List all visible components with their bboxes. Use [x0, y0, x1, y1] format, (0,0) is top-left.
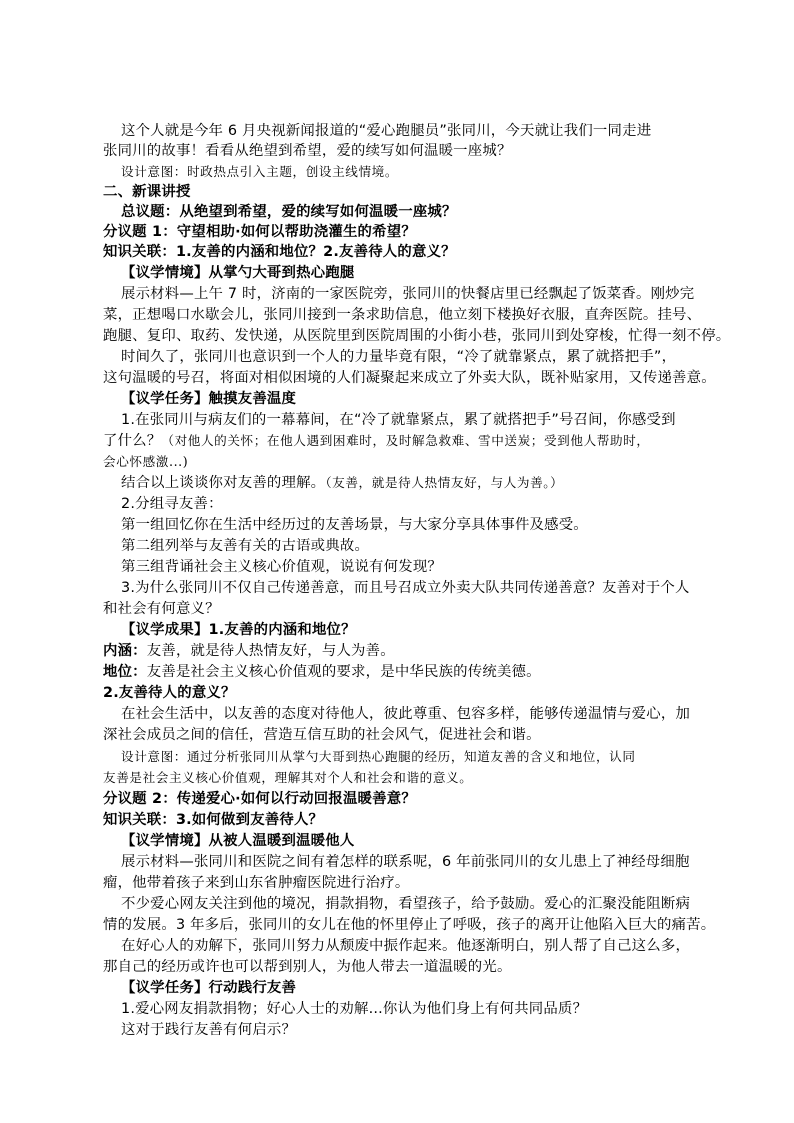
text-line: 二、新课讲授	[103, 184, 191, 200]
text-line	[103, 641, 703, 661]
text-line: 不少爱心网友关注到他的境况，捐款捐物，看望孩子，给予鼓励。爱心的汇聚没能阻断病	[121, 896, 691, 912]
text-line: 会心怀感激...)	[103, 454, 189, 469]
text-line: 【议学任务】行动践行友善	[121, 980, 297, 996]
text-line: 这对于践行友善有何启示？	[121, 1022, 297, 1038]
text-line: 【议学情境】从被人温暖到温暖他人	[121, 833, 355, 849]
text-line: 了什么？（对他人的关怀；在他人遇到困难时，及时解急救难、雪中送炭；受到他人帮助时，	[103, 433, 650, 449]
text-line: 情的发展。3 年多后，张同川的女儿在他的怀里停止了呼吸，孩子的离开让他陷入巨大的痛苦。	[103, 917, 716, 933]
text-line: 和社会有何意义？	[103, 601, 220, 617]
text-line: 知识关联：3.如何做到友善待人？	[103, 812, 324, 828]
text-line: 1.在张同川与病友们的一幕幕间，在“冷了就靠紧点，累了就搭把手”号召间，你感受到	[121, 412, 676, 428]
text-line: 深社会成员之间的信任，营造互信互助的社会风气，促进社会和谐。	[103, 727, 541, 743]
text-line: 分议题 2：传递爱心·如何以行动回报温暖善意？	[103, 791, 416, 807]
inline-text: 友善是社会主义核心价值观的要求，是中华民族的传统美德。	[146, 664, 541, 680]
text-line: 友善是社会主义核心价值观，理解其对个人和社会和谐的意义。	[103, 770, 473, 785]
text-line	[103, 662, 703, 682]
text-line: 设计意图：通过分析张同川从掌勺大哥到热心跑腿的经历，知道友善的含义和地位，认同	[121, 749, 636, 764]
text-line: 那自己的经历或许也可以帮到别人，为他人带去一道温暖的光。	[103, 959, 512, 975]
inline-text: 友善，就是待人热情友好，与人为善。	[146, 643, 395, 659]
text-line: 2.友善待人的意义？	[103, 685, 236, 701]
text-line: 1.爱心网友捐款捐物；好心人士的劝解...你认为他们身上有何共同品质？	[121, 1001, 588, 1017]
text-line: 跑腿、复印、取药、发快递，从医院里到医院周围的小街小巷，张同川到处穿梭，忙得一刻不停。	[103, 328, 731, 344]
text-line: 3.为什么张同川不仅自己传递善意，而且号召成立外卖大队共同传递善意？友善对于个人	[121, 580, 690, 596]
text-line: 在好心人的劝解下，张同川努力从颓废中振作起来。他逐渐明白，别人帮了自己这么多，	[121, 938, 691, 954]
text-line: 瘤，他带着孩子来到山东省肿瘤医院进行治疗。	[103, 875, 410, 891]
text-line: 【议学成果】1.友善的内涵和地位？	[121, 622, 356, 638]
text-line: 【议学任务】触摸友善温度	[121, 391, 297, 407]
text-line: 菜，正想喝口水歇会儿，张同川接到一条求助信息，他立刻下楼换好衣服，直奔医院。挂号、	[103, 307, 702, 323]
text-line: 这句温暖的号召，将面对相似困境的人们凝聚起来成立了外卖大队，既补贴家用，又传递善意。	[103, 370, 716, 386]
text-line: 2.分组寻友善：	[121, 496, 223, 512]
text-line: 结合以上谈谈你对友善的理解。（友善，就是待人热情友好，与人为善。）	[121, 475, 564, 491]
text-line: 知识关联：1.友善的内涵和地位？2.友善待人的意义？	[103, 244, 456, 260]
text-line: 时间久了，张同川也意识到一个人的力量毕竟有限，“冷了就靠紧点，累了就搭把手”，	[121, 349, 677, 365]
text-line: 展示材料—上午 7 时，济南的一家医院旁，张同川的快餐店里已经飘起了饭菜香。刚炒完	[121, 286, 695, 302]
text-line: 张同川的故事！看看从绝望到希望，爱的续写如何温暖一座城？	[103, 143, 512, 159]
inline-label: 内涵：	[103, 643, 147, 659]
text-line: 在社会生活中，以友善的态度对待他人，彼此尊重、包容多样，能够传递温情与爱心，加	[121, 706, 691, 722]
text-line: 【议学情境】从掌勺大哥到热心跑腿	[121, 265, 355, 281]
inline-label: 地位：	[103, 664, 147, 680]
text-line: 第一组回忆你在生活中经历过的友善场景，与大家分享具体事件及感受。	[121, 517, 588, 533]
text-line: 这个人就是今年 6 月央视新闻报道的“爱心跑腿员”张同川，今天就让我们一同走进	[121, 123, 652, 139]
text-line: 展示材料—张同川和医院之间有着怎样的联系呢，6 年前张同川的女儿患上了神经母细胞	[121, 854, 690, 870]
text-line: 总议题：从绝望到希望，爱的续写如何温暖一座城？	[121, 204, 457, 220]
text-line: 分议题 1：守望相助·如何以帮助浇灌生的希望？	[103, 224, 416, 240]
text-line: 第二组列举与友善有关的古语或典故。	[121, 538, 370, 554]
text-line: 设计意图：时政热点引入主题，创设主线情境。	[121, 164, 399, 179]
text-line: 第三组背诵社会主义核心价值观，说说有何发现？	[121, 559, 442, 575]
